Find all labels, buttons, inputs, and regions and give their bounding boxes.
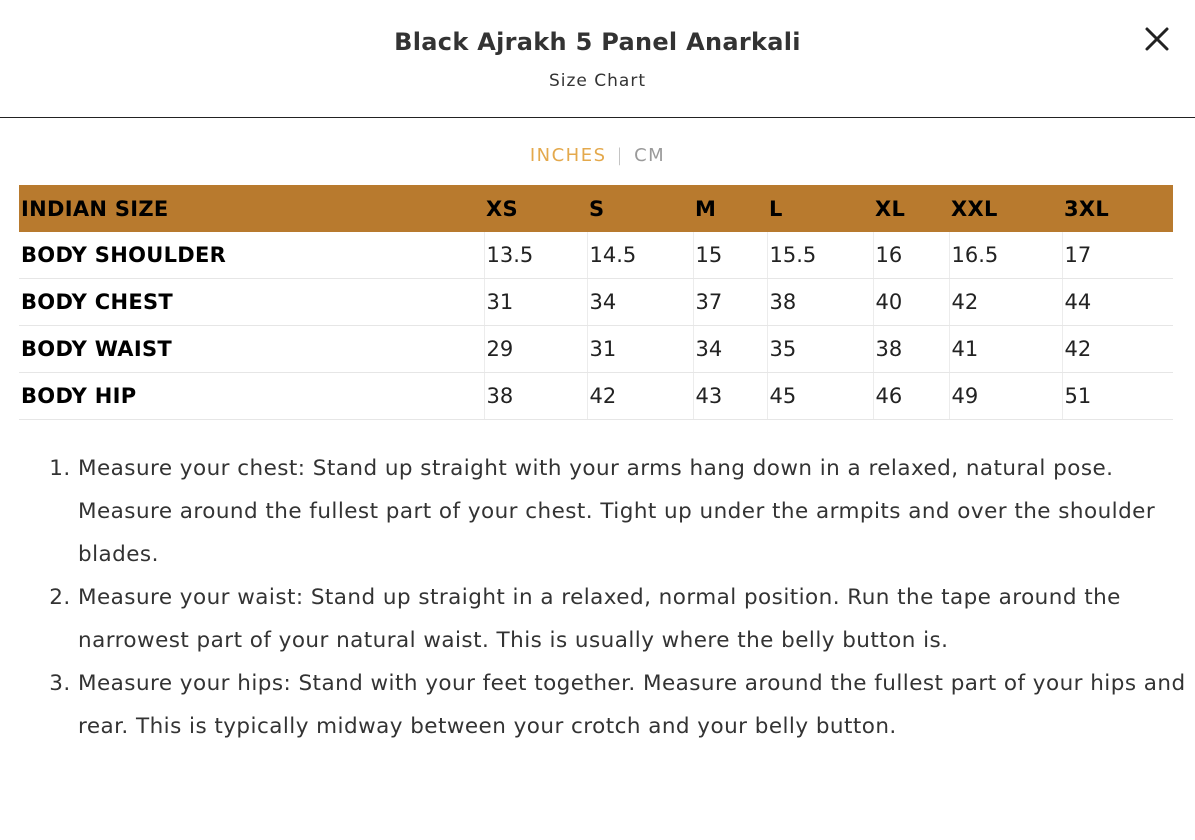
modal-title: Black Ajrakh 5 Panel Anarkali xyxy=(394,28,801,56)
table-cell: 44 xyxy=(1062,279,1173,326)
table-cell: 29 xyxy=(484,326,587,373)
table-cell: 34 xyxy=(693,326,767,373)
table-cell: 38 xyxy=(484,373,587,420)
row-label: BODY CHEST xyxy=(19,279,484,326)
unit-toggle xyxy=(0,145,1195,166)
table-cell: 46 xyxy=(873,373,949,420)
header-size-xs: XS xyxy=(484,185,587,232)
header-size-s: S xyxy=(587,185,693,232)
table-cell: 34 xyxy=(587,279,693,326)
measurement-instructions xyxy=(40,447,1195,748)
header-size-m: M xyxy=(693,185,767,232)
table-cell: 51 xyxy=(1062,373,1173,420)
row-label: BODY WAIST xyxy=(19,326,484,373)
unit-divider: | xyxy=(616,145,625,166)
table-row-body-waist xyxy=(19,326,1173,373)
instruction-waist: 2. Measure your waist: Stand up straight in a relaxed, normal position. Run the tape around the narrowest part of your natural waist. This is usually where the belly button is. xyxy=(78,576,1195,662)
table-row-body-chest xyxy=(19,279,1173,326)
instruction-hips: 3. Measure your hips: Stand with your feet together. Measure around the fullest part of your hips and rear. This is typically midway between your crotch and your belly button. xyxy=(78,662,1195,748)
close-button[interactable] xyxy=(1138,20,1176,58)
modal-subtitle: Size Chart xyxy=(548,71,647,91)
row-label: BODY SHOULDER xyxy=(19,232,484,279)
table-cell: 37 xyxy=(693,279,767,326)
instruction-chest: 1. Measure your chest: Stand up straight with your arms hang down in a relaxed, natural pose. Measure around the fullest part of your chest. Tight up under the armpits and over the shoulder blades. xyxy=(78,447,1195,576)
header-size-xxl: XXL xyxy=(949,185,1062,232)
table-cell: 16 xyxy=(873,232,949,279)
size-chart-table xyxy=(19,185,1173,420)
modal-header xyxy=(0,0,1195,118)
table-cell: 13.5 xyxy=(484,232,587,279)
table-cell: 17 xyxy=(1062,232,1173,279)
table-row-body-hip xyxy=(19,373,1173,420)
table-cell: 16.5 xyxy=(949,232,1062,279)
table-cell: 42 xyxy=(949,279,1062,326)
table-cell: 35 xyxy=(767,326,873,373)
table-cell: 14.5 xyxy=(587,232,693,279)
table-cell: 43 xyxy=(693,373,767,420)
close-icon[interactable] xyxy=(1144,26,1170,52)
table-cell: 42 xyxy=(1062,326,1173,373)
table-cell: 45 xyxy=(767,373,873,420)
table-cell: 38 xyxy=(767,279,873,326)
table-cell: 31 xyxy=(587,326,693,373)
table-cell: 15 xyxy=(693,232,767,279)
unit-cm-tab[interactable]: CM xyxy=(634,145,666,166)
table-cell: 40 xyxy=(873,279,949,326)
table-row-body-shoulder xyxy=(19,232,1173,279)
table-cell: 42 xyxy=(587,373,693,420)
table-cell: 38 xyxy=(873,326,949,373)
header-indian-size: INDIAN SIZE xyxy=(19,185,484,232)
header-size-3xl: 3XL xyxy=(1062,185,1173,232)
table-cell: 15.5 xyxy=(767,232,873,279)
row-label: BODY HIP xyxy=(19,373,484,420)
header-size-l: L xyxy=(767,185,873,232)
unit-inches-tab[interactable]: INCHES xyxy=(529,145,607,166)
header-size-xl: XL xyxy=(873,185,949,232)
table-cell: 49 xyxy=(949,373,1062,420)
table-header-row xyxy=(19,185,1173,232)
table-cell: 31 xyxy=(484,279,587,326)
table-cell: 41 xyxy=(949,326,1062,373)
